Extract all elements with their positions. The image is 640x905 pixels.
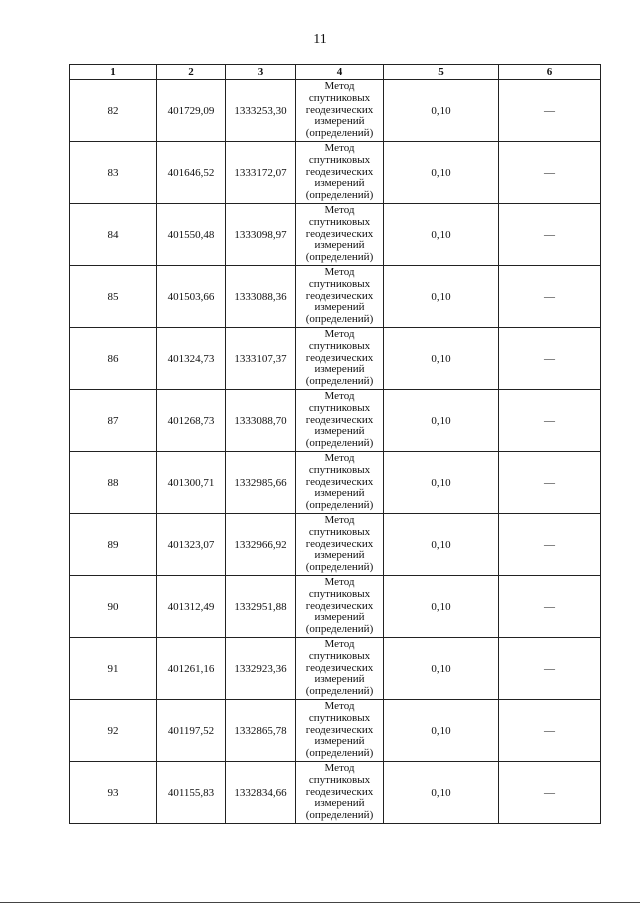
method-line: измерений [314,735,365,748]
accuracy-cell: 0,10 [384,80,499,142]
method-line: спутниковых [308,91,371,104]
method-cell [296,762,384,824]
method-line: спутниковых [308,215,371,228]
method-line: измерений [314,611,365,624]
method-line: (определений) [305,561,374,574]
method-line: (определений) [305,127,374,140]
method-line: измерений [314,363,365,376]
method-cell [296,142,384,204]
method-line: измерений [314,239,365,252]
method-line: спутниковых [308,339,371,352]
method-line: измерений [314,487,365,500]
x-coordinate-cell: 401155,83 [157,762,226,824]
table-body [70,80,601,824]
method-line: геодезических [305,661,374,674]
y-coordinate-cell: 1333107,37 [226,328,296,390]
method-line: (определений) [305,747,374,760]
x-coordinate-cell: 401729,09 [157,80,226,142]
y-coordinate-cell: 1332834,66 [226,762,296,824]
method-line: геодезических [305,537,374,550]
method-line: (определений) [305,313,374,326]
point-number-cell: 83 [70,142,157,204]
note-cell: — [499,576,601,638]
method-line: (определений) [305,499,374,512]
method-line: спутниковых [308,463,371,476]
method-line: измерений [314,177,365,190]
note-cell: — [499,452,601,514]
y-coordinate-cell: 1332865,78 [226,700,296,762]
table-row [70,142,601,204]
point-number-cell: 86 [70,328,157,390]
y-coordinate-cell: 1333088,36 [226,266,296,328]
method-cell [296,328,384,390]
table-row [70,328,601,390]
y-coordinate-cell: 1332951,88 [226,576,296,638]
accuracy-cell: 0,10 [384,390,499,452]
method-cell [296,266,384,328]
x-coordinate-cell: 401550,48 [157,204,226,266]
column-header: 2 [157,65,226,80]
method-line: Метод [324,204,355,216]
accuracy-cell: 0,10 [384,576,499,638]
note-cell: — [499,328,601,390]
method-line: геодезических [305,723,374,736]
table-row [70,762,601,824]
method-cell [296,204,384,266]
method-line: Метод [324,80,355,92]
method-line: (определений) [305,685,374,698]
method-line: геодезических [305,785,374,798]
y-coordinate-cell: 1332966,92 [226,514,296,576]
y-coordinate-cell: 1333253,30 [226,80,296,142]
column-header: 3 [226,65,296,80]
note-cell: — [499,80,601,142]
x-coordinate-cell: 401503,66 [157,266,226,328]
accuracy-cell: 0,10 [384,762,499,824]
method-line: Метод [324,142,355,154]
accuracy-cell: 0,10 [384,142,499,204]
method-line: измерений [314,797,365,810]
method-line: Метод [324,390,355,402]
method-line: измерений [314,425,365,438]
method-line: Метод [324,452,355,464]
x-coordinate-cell: 401646,52 [157,142,226,204]
note-cell: — [499,266,601,328]
method-line: спутниковых [308,525,371,538]
column-header: 6 [499,65,601,80]
method-line: Метод [324,700,355,712]
accuracy-cell: 0,10 [384,204,499,266]
point-number-cell: 90 [70,576,157,638]
method-line: (определений) [305,251,374,264]
x-coordinate-cell: 401300,71 [157,452,226,514]
method-line: спутниковых [308,277,371,290]
x-coordinate-cell: 401268,73 [157,390,226,452]
method-line: геодезических [305,413,374,426]
y-coordinate-cell: 1332985,66 [226,452,296,514]
method-line: спутниковых [308,401,371,414]
method-line: геодезических [305,475,374,488]
accuracy-cell: 0,10 [384,638,499,700]
method-line: измерений [314,115,365,128]
note-cell: — [499,700,601,762]
table-row [70,80,601,142]
table-row [70,576,601,638]
method-cell [296,80,384,142]
x-coordinate-cell: 401197,52 [157,700,226,762]
method-line: измерений [314,673,365,686]
table-row [70,204,601,266]
column-header: 4 [296,65,384,80]
page-edge-line [0,902,640,903]
x-coordinate-cell: 401312,49 [157,576,226,638]
method-cell [296,576,384,638]
y-coordinate-cell: 1332923,36 [226,638,296,700]
method-line: спутниковых [308,587,371,600]
accuracy-cell: 0,10 [384,452,499,514]
point-number-cell: 92 [70,700,157,762]
method-line: спутниковых [308,773,371,786]
table-header-row [70,65,601,80]
method-line: геодезических [305,599,374,612]
y-coordinate-cell: 1333172,07 [226,142,296,204]
table-row [70,700,601,762]
point-number-cell: 82 [70,80,157,142]
method-line: (определений) [305,437,374,450]
method-line: спутниковых [308,649,371,662]
table-row [70,452,601,514]
method-line: Метод [324,328,355,340]
y-coordinate-cell: 1333098,97 [226,204,296,266]
x-coordinate-cell: 401261,16 [157,638,226,700]
method-line: Метод [324,762,355,774]
method-line: Метод [324,576,355,588]
accuracy-cell: 0,10 [384,266,499,328]
method-line: Метод [324,514,355,526]
method-cell [296,514,384,576]
method-line: Метод [324,266,355,278]
x-coordinate-cell: 401324,73 [157,328,226,390]
method-line: геодезических [305,165,374,178]
note-cell: — [499,638,601,700]
note-cell: — [499,390,601,452]
y-coordinate-cell: 1333088,70 [226,390,296,452]
coordinates-table [69,64,601,824]
method-line: (определений) [305,809,374,822]
method-line: геодезических [305,103,374,116]
point-number-cell: 91 [70,638,157,700]
method-line: (определений) [305,375,374,388]
method-line: (определений) [305,623,374,636]
table-row [70,514,601,576]
note-cell: — [499,142,601,204]
method-line: спутниковых [308,153,371,166]
column-header: 1 [70,65,157,80]
method-line: измерений [314,301,365,314]
method-line: геодезических [305,289,374,302]
table-row [70,638,601,700]
accuracy-cell: 0,10 [384,514,499,576]
note-cell: — [499,514,601,576]
note-cell: — [499,762,601,824]
point-number-cell: 87 [70,390,157,452]
method-line: спутниковых [308,711,371,724]
method-line: Метод [324,638,355,650]
table-row [70,390,601,452]
method-line: (определений) [305,189,374,202]
point-number-cell: 88 [70,452,157,514]
method-cell [296,700,384,762]
point-number-cell: 93 [70,762,157,824]
method-cell [296,452,384,514]
point-number-cell: 89 [70,514,157,576]
table-row [70,266,601,328]
point-number-cell: 84 [70,204,157,266]
note-cell: — [499,204,601,266]
method-line: геодезических [305,227,374,240]
method-line: геодезических [305,351,374,364]
accuracy-cell: 0,10 [384,700,499,762]
method-cell [296,390,384,452]
page-number: 11 [313,32,327,47]
method-line: измерений [314,549,365,562]
x-coordinate-cell: 401323,07 [157,514,226,576]
accuracy-cell: 0,10 [384,328,499,390]
method-cell [296,638,384,700]
point-number-cell: 85 [70,266,157,328]
column-header: 5 [384,65,499,80]
